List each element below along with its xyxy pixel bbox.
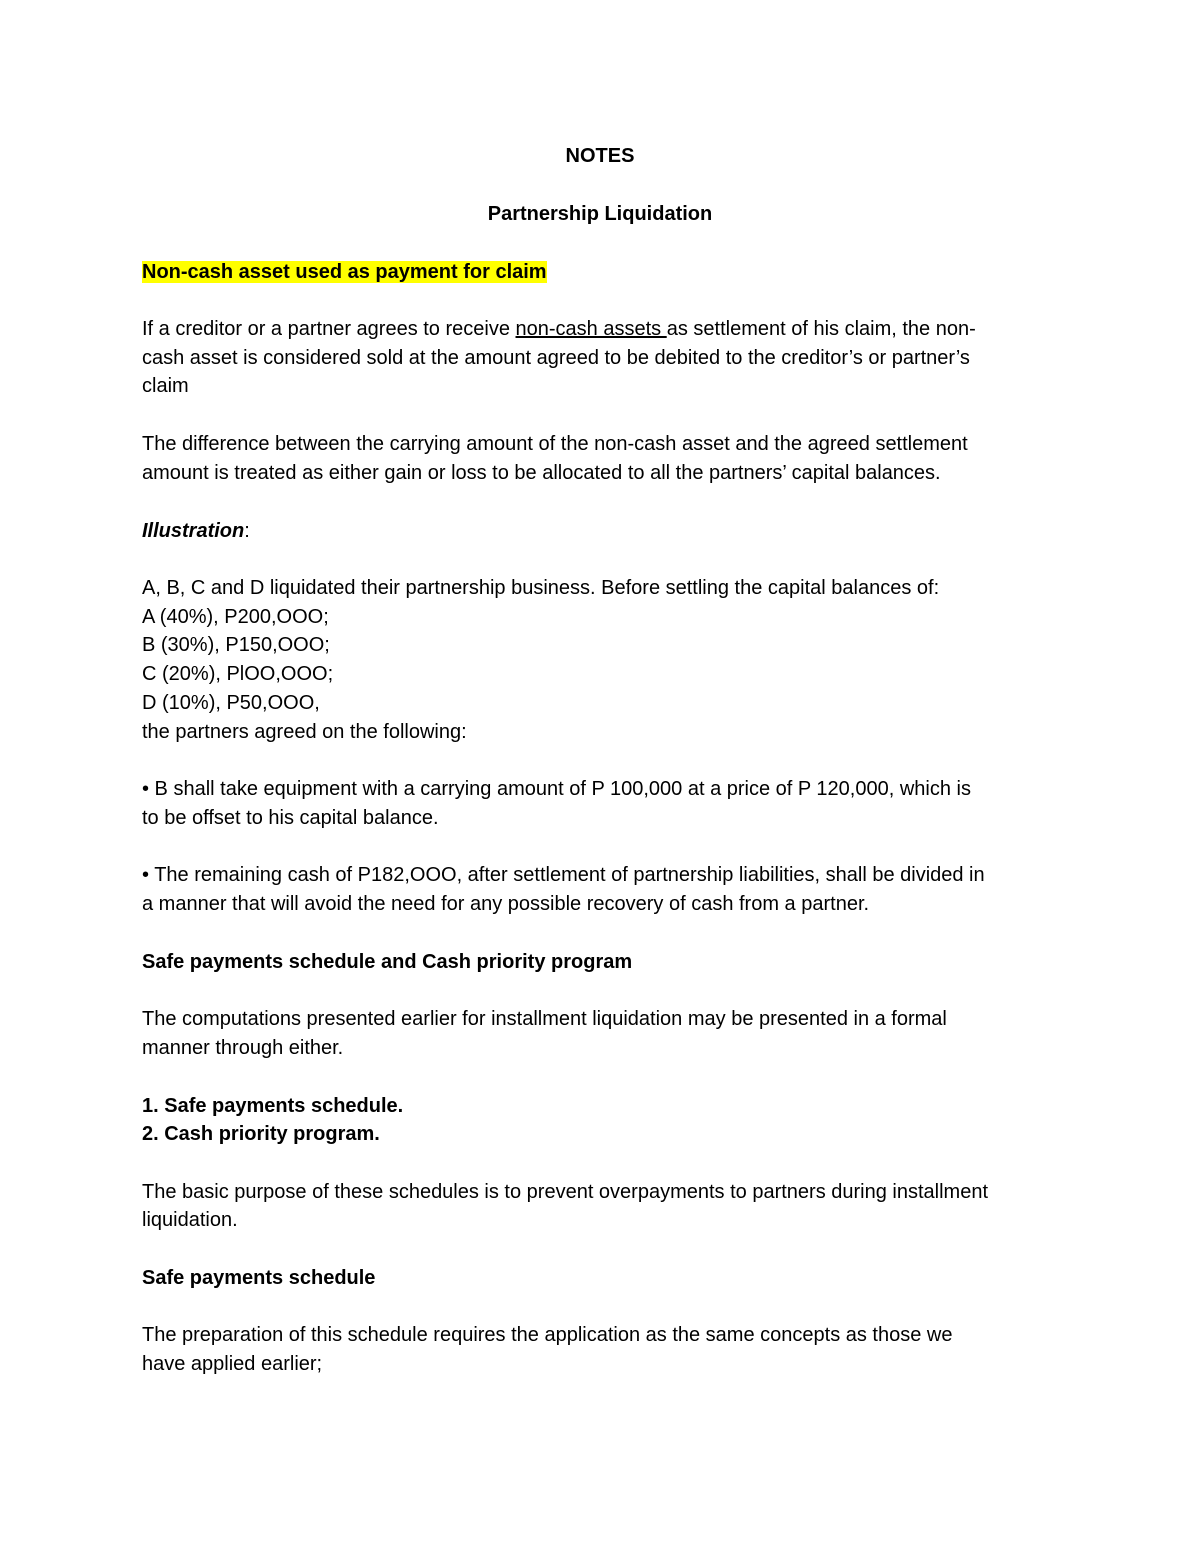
bullet-line: • The remaining cash of P182,OOO, after settlement of partnership liabilities, shall be divided in — [142, 864, 985, 886]
bullet-line: a manner that will avoid the need for any possible recovery of cash from a partner. — [142, 893, 870, 915]
paragraph-line: The computations presented earlier for installment liquidation may be presented in a formal — [142, 1008, 947, 1030]
paragraph-line: liquidation. — [142, 1209, 238, 1231]
paragraph-line: cash asset is considered sold at the amount agreed to be debited to the creditor’s or partner’s — [142, 347, 970, 369]
highlighted-heading: Non-cash asset used as payment for claim — [142, 261, 547, 283]
paragraph-line: The basic purpose of these schedules is to prevent overpayments to partners during installment — [142, 1181, 989, 1203]
paragraph-line: the partners agreed on the following: — [142, 721, 467, 743]
paragraph-line: amount is treated as either gain or loss to be allocated to all the partners’ capital balances. — [142, 462, 941, 484]
balance-line: B (30%), P150,OOO; — [142, 634, 330, 656]
page-title: NOTES — [565, 145, 635, 167]
illustration-label-line — [142, 517, 250, 545]
underlined-term: non-cash assets — [515, 318, 667, 340]
section-heading-safe-payments: Safe payments schedule — [142, 1267, 376, 1289]
paragraph-line: manner through either. — [142, 1037, 344, 1059]
text-run: as settlement of his claim, the non- — [666, 318, 976, 340]
paragraph-line: have applied earlier; — [142, 1353, 323, 1375]
list-item: 1. Safe payments schedule. — [142, 1095, 404, 1117]
illustration-label: Illustration — [142, 520, 245, 542]
section-heading-non-cash — [142, 258, 547, 286]
text-run: : — [244, 520, 250, 542]
paragraph-line: The preparation of this schedule requires the application as the same concepts as those we — [142, 1324, 953, 1346]
page-subtitle: Partnership Liquidation — [487, 203, 713, 225]
balance-line: C (20%), PlOO,OOO; — [142, 663, 334, 685]
balance-line: A (40%), P200,OOO; — [142, 606, 329, 628]
bullet-line: to be offset to his capital balance. — [142, 807, 439, 829]
paragraph-line: claim — [142, 375, 189, 397]
paragraph-line: The difference between the carrying amount of the non-cash asset and the agreed settlement — [142, 433, 968, 455]
text-run: If a creditor or a partner agrees to receive — [142, 318, 516, 340]
paragraph-line — [142, 315, 976, 343]
list-item: 2. Cash priority program. — [142, 1123, 380, 1145]
balance-line: D (10%), P50,OOO, — [142, 692, 320, 714]
section-heading-safe-payments-cash-priority: Safe payments schedule and Cash priority program — [142, 951, 633, 973]
paragraph-line: A, B, C and D liquidated their partnership business. Before settling the capital balances of: — [142, 577, 940, 599]
bullet-line: • B shall take equipment with a carrying amount of P 100,000 at a price of P 120,000, which is — [142, 778, 971, 800]
